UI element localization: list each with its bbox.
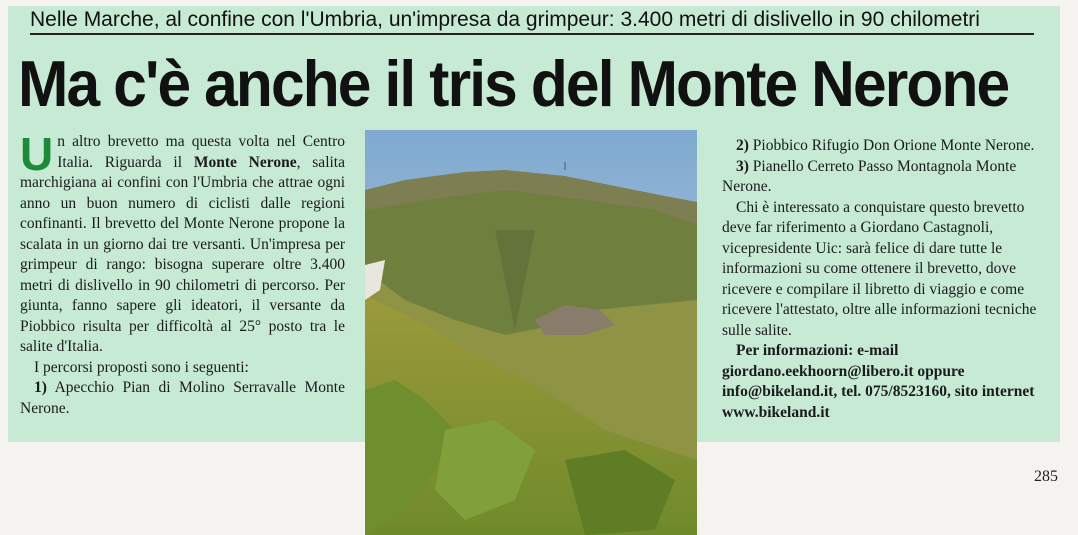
route-item-3	[722, 157, 1050, 198]
route-number-3: 3)	[736, 157, 749, 175]
paragraph-1b: , salita marchigiana ai confini con l'Umbria che attrae ogni anno un buon numero di ciclisti dalle regioni confinanti. Il brevetto del Monte Nerone propone la scalata in un giorno dai tre versanti. Un'impresa per grimpeur di rango: bisogna superare oltre 3.400 metri di dislivello in 90 chilometri di percorso. Per giunta, fanno sapere gli ideatori, il versante da Piobbico risulta per difficoltà al 25° posto tra le salite d'Italia.	[20, 153, 345, 355]
route-text-1: Apecchio Pian di Molino Serravalle Monte Nerone.	[20, 379, 345, 417]
right-column	[722, 136, 1050, 423]
route-text-2: Piobbico Rifugio Don Orione Monte Nerone.	[748, 137, 1035, 154]
mountain-photo	[365, 130, 697, 535]
kicker: Nelle Marche, al confine con l'Umbria, un'impresa da grimpeur: 3.400 metri di dislivello in 90 chilometri	[30, 8, 1034, 35]
page-number: 285	[1034, 468, 1058, 485]
paragraph-1-bold: Monte Nerone	[193, 153, 297, 171]
route-number-1: 1)	[34, 379, 47, 396]
drop-cap: U	[20, 128, 54, 180]
route-number-2: 2)	[736, 137, 749, 154]
left-column	[20, 128, 345, 419]
route-item-2	[722, 136, 1050, 157]
route-item-1	[20, 378, 345, 419]
paragraph-2: I percorsi proposti sono i seguenti:	[34, 358, 249, 376]
headline: Ma c'è anche il tris del Monte Nerone	[18, 47, 1009, 120]
route-text-3: Pianello Cerreto Passo Montagnola Monte Nerone.	[722, 157, 1017, 195]
contact-info: Per informazioni: e-mail giordano.eekhoorn@libero.it oppure info@bikeland.it, tel. 075/8523160, sito internet www.bikeland.it	[722, 342, 1035, 421]
paragraph-1a: n altro brevetto ma questa volta nel Centro Italia. Riguarda il	[57, 133, 345, 171]
paragraph-3: Chi è interessato a conquistare questo brevetto deve far riferimento a Giordano Castagnoli, vicepresidente Uic: sarà felice di dare tutte le informazioni su come ottenere il brevetto, dove ricevere e compilare il libretto di viaggio e come ricevere l'attestato, oltre alle informazioni tecniche sulle salite.	[722, 198, 1037, 339]
